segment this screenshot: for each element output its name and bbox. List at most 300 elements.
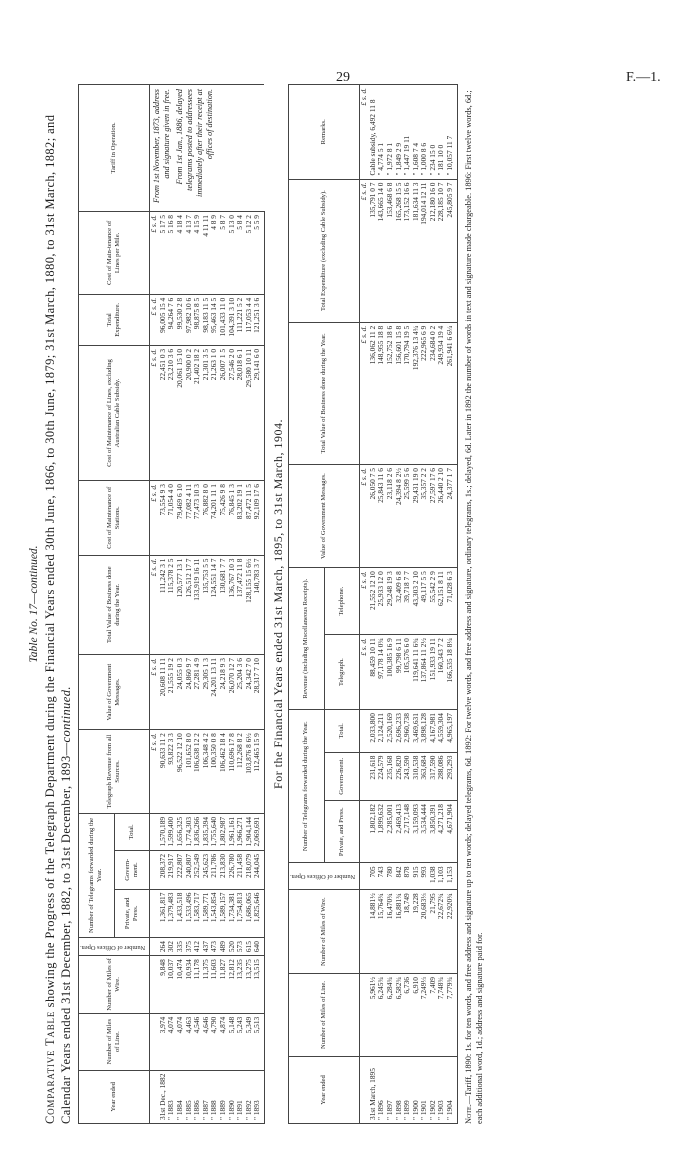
cell-line: 4,646 — [202, 1013, 211, 1070]
cell-line: 4,874 — [219, 1013, 228, 1070]
cell-stations: 92,109 17 6 — [253, 481, 264, 555]
cell-govt: 245,623 — [202, 850, 211, 889]
cell-total: 1,836,266 — [193, 813, 202, 850]
cell-line: 6,910 — [412, 974, 421, 1057]
cell-total: 1,755,640 — [210, 813, 219, 850]
cell-expenditure: 98,183 11 5 — [202, 294, 211, 345]
cell-total_value: 170,794 19 5 — [403, 322, 412, 464]
cell-offices: 412 — [193, 938, 202, 956]
cell-total_value: 124,551 14 7 — [210, 555, 219, 655]
cell-expenditure: 194,014 12 11 — [420, 179, 429, 322]
tariff-note: From 1st Jan., 1886, delayed telegrams posted to addressees immediately after their receipt at offices of destination. — [175, 89, 215, 197]
cell-private: 1,361,817 — [159, 889, 168, 937]
col-year-ended: Year ended — [79, 1070, 150, 1123]
cell-offices: 615 — [245, 938, 254, 956]
cell-revenue: 103,876 8 6½ — [245, 730, 254, 814]
cell-year: " 1887 — [202, 1070, 211, 1123]
table-row — [420, 85, 429, 1124]
cell-remarks: " 1,000 8 6 — [420, 85, 429, 180]
cell-year: " 1888 — [210, 1070, 219, 1123]
unit: £ s. d. — [360, 465, 369, 568]
cell-private: 1,589,157 — [219, 889, 228, 937]
cell-telegraph: 160,343 7 2 — [437, 635, 446, 710]
cell-total: 1,961,161 — [228, 813, 237, 850]
cell-remarks: " 1,972 8 1 — [386, 85, 395, 180]
cell-remarks: " 1,447 19 11 — [403, 85, 412, 180]
cell-per_mile: 5 16 8 — [167, 212, 176, 295]
cell-private: 1,583,717 — [193, 889, 202, 937]
unit: £ s. d. — [150, 655, 159, 730]
col-miles-wire: Number of Miles of Wire. — [288, 890, 359, 974]
cell-wire: 21,795 — [429, 890, 438, 974]
cell-telephone: 55,542 2 9 — [429, 568, 438, 635]
cell-expenditure: 99,530 2 8 — [176, 294, 185, 345]
cell-expenditure: 245,805 9 7 — [446, 179, 457, 322]
cell-offices: 705 — [369, 863, 378, 890]
cell-private: 1,754,813 — [236, 889, 245, 937]
cell-telephone: 21,552 12 10 — [369, 568, 378, 635]
cell-govt: 208,372 — [159, 850, 168, 889]
tariff-note: From 1st November, 1873, address and signature given in free. — [152, 89, 172, 204]
cell-private: 3,534,444 — [420, 801, 429, 863]
cell-per_mile: 5 8 4 — [236, 212, 245, 295]
cell-govt_msg: 24,218 9 3 — [219, 655, 228, 730]
cell-total_value: 156,601 15 8 — [395, 322, 404, 464]
cell-govt_msg: 26,440 2 10 — [437, 465, 446, 568]
cell-telegraph: 119,641 11 6¾ — [412, 635, 421, 710]
cell-offices: 1,103 — [437, 863, 446, 890]
cell-line: 3,974 — [159, 1013, 168, 1070]
cell-wire: 9,848 — [159, 956, 168, 1014]
cell-private: 1,686,065 — [245, 889, 254, 937]
cell-total_value: 130,681 7 7 — [219, 555, 228, 655]
cell-expenditure: 111,221 5 2 — [236, 294, 245, 345]
col-total-expenditure: Total Expenditure (excluding Cable Subsidy). — [288, 179, 359, 322]
cell-stations: 76,845 1 3 — [228, 481, 237, 555]
cell-remarks: " 181 10 0 — [437, 85, 446, 180]
cell-total: 1,570,189 — [159, 813, 168, 850]
col-revenue: Telegraph Revenue from all Sources. — [79, 730, 150, 814]
cell-telephone: 43,303 2 10 — [412, 568, 421, 635]
cell-total_value: 137,472 11 8 — [236, 555, 245, 655]
cell-telephone: 25,933 12 0 — [377, 568, 386, 635]
section-subtitle: For the Financial Years ended 31st March, 1895, to 31st March, 1904. — [270, 419, 285, 789]
cell-total: 1,904,144 — [245, 813, 254, 850]
cell-offices: 915 — [412, 863, 421, 890]
cell-offices: 302 — [167, 938, 176, 956]
col-government: Govern-ment. — [114, 850, 150, 889]
cell-offices: 1,038 — [429, 863, 438, 890]
cell-lines: 29,580 10 11 — [245, 345, 254, 480]
cell-year: " 1902 — [429, 1056, 438, 1123]
table-row — [395, 85, 404, 1124]
cell-govt_msg: 27,281 4 9 — [193, 655, 202, 730]
cell-stations: 87,472 11 5 — [245, 481, 254, 555]
sheet-identifier: F.—1. — [626, 70, 661, 85]
cell-wire: 22,672¾ — [437, 890, 446, 974]
cell-private: 1,533,496 — [185, 889, 194, 937]
cell-telegraph: 97,178 14 0¾ — [377, 635, 386, 710]
cell-total: 2,696,233 — [395, 710, 404, 752]
cell-total: 1,599,400 — [167, 813, 176, 850]
cell-revenue: 112,268 8 2 — [236, 730, 245, 814]
unit: £ s. d. — [360, 568, 369, 635]
cell-line: 4,463 — [185, 1013, 194, 1070]
cell-year: " 1892 — [245, 1070, 254, 1123]
cell-stations: 75,426 9 8 — [219, 481, 228, 555]
cell-year: " 1891 — [236, 1070, 245, 1123]
cell-lines: 21,402 18 2 — [193, 345, 202, 480]
cell-expenditure: 117,053 4 4 — [245, 294, 254, 345]
cell-expenditure: 97,982 10 6 — [185, 294, 194, 345]
cell-total_value: 152,752 18 6 — [386, 322, 395, 464]
cell-private: 1,899,632 — [377, 801, 386, 863]
cell-total_value: 261,941 6 6¼ — [446, 322, 457, 464]
cell-per_mile: 5 17 5 — [159, 212, 168, 295]
cell-total: 1,774,303 — [185, 813, 194, 850]
cell-telegraph: 151,933 19 11 — [429, 635, 438, 710]
cell-offices: 264 — [159, 938, 168, 956]
col-total-value: Total Value of Business done during the Year. — [288, 322, 359, 464]
cell-lines: 29,141 6 0 — [253, 345, 264, 480]
cell-per_mile: 5 13 0 — [228, 212, 237, 295]
unit: £ s. d. — [150, 555, 159, 655]
cell-wire: 10,474 — [176, 956, 185, 1014]
cell-private: 4,671,904 — [446, 801, 457, 863]
cell-total_value: 136,767 10 3 — [228, 555, 237, 655]
cell-line: 4,074 — [176, 1013, 185, 1070]
cell-year: 31st March, 1895 — [369, 1056, 378, 1123]
cell-expenditure: 212,180 16 0 — [429, 179, 438, 322]
footnote-text: —Tariff, 1890: 1s. for ten words, and free address and signature up to ten words; delayed telegrams, 6d. 1892: For twelve words, and free address and signature, ordinary telegrams, 1s.; delayed, 6d. Later in 1892 the number of words in text and signature made chargeable. 1896: First twelve words, 6d.; each additional word, 1d.; address and signature paid for. — [463, 90, 484, 1124]
cell-wire: 13,235 — [236, 956, 245, 1014]
cell-offices: 878 — [403, 863, 412, 890]
col-offices — [79, 938, 150, 956]
cell-revenue: 106,462 18 4 — [219, 730, 228, 814]
cell-govt_msg: 25,599 5 6 — [403, 465, 412, 568]
col-government: Govern-ment. — [324, 752, 360, 801]
tariff-cell — [150, 85, 265, 212]
cell-lines: 28,018 6 1 — [236, 345, 245, 480]
cell-per_mile: 4 13 7 — [185, 212, 194, 295]
cell-wire: 10,934 — [185, 956, 194, 1014]
cell-telephone: 49,117 5 5 — [420, 568, 429, 635]
cell-line: 4,546 — [193, 1013, 202, 1070]
cell-telephone: 71,028 6 3 — [446, 568, 457, 635]
footnote-lead: Note. — [463, 1104, 473, 1124]
cell-line: 6,245¾ — [377, 974, 386, 1057]
cell-wire: 10,037 — [167, 956, 176, 1014]
cell-total: 1,966,271 — [236, 813, 245, 850]
cell-govt_msg: 20,608 11 11 — [159, 655, 168, 730]
cell-total: 4,167,981 — [429, 710, 438, 752]
table-row — [446, 85, 457, 1124]
cell-revenue: 100,350 0 8 — [210, 730, 219, 814]
cell-expenditure: 104,391 3 10 — [228, 294, 237, 345]
col-group-telegrams: Number of Telegrams forwarded during the Year. — [79, 813, 115, 937]
col-offices-label: Number of Offices Open. — [289, 873, 356, 881]
col-maint-stations: Cost of Maintenance of Stations. — [79, 481, 150, 555]
cell-telephone: 39,718 7 7 — [403, 568, 412, 635]
cell-year: " 1889 — [219, 1070, 228, 1123]
cell-remarks: " 1,849 2 9 — [395, 85, 404, 180]
cell-private: 1,433,518 — [176, 889, 185, 937]
cell-govt: 317,590 — [429, 752, 438, 801]
cell-total_value: 120,577 13 1 — [176, 555, 185, 655]
cell-private: 3,850,391 — [429, 801, 438, 863]
cell-expenditure: 228,185 10 7 — [437, 179, 446, 322]
unit: £ s. d. — [360, 635, 369, 710]
cell-expenditure: 181,634 11 3 — [412, 179, 421, 322]
cell-total: 2,960,738 — [403, 710, 412, 752]
cell-line: 5,513 — [253, 1013, 264, 1070]
col-year-ended: Year ended — [288, 1056, 359, 1123]
col-total: Total. — [114, 813, 150, 850]
cell-offices: 520 — [228, 938, 237, 956]
cell-expenditure: 98,875 8 5 — [193, 294, 202, 345]
cell-govt: 211,786 — [210, 850, 219, 889]
cell-expenditure: 165,268 15 5 — [395, 179, 404, 322]
cell-govt: 244,045 — [253, 850, 264, 889]
cell-stations: 73,554 9 3 — [159, 481, 168, 555]
cell-stations: 83,202 19 1 — [236, 481, 245, 555]
cell-govt: 240,807 — [185, 850, 194, 889]
col-miles-line: Number of Miles of Line. — [79, 1013, 150, 1070]
unit: £ s. d. — [360, 85, 369, 180]
cell-line: 4,790 — [210, 1013, 219, 1070]
cell-expenditure: 135,791 0 7 — [369, 179, 378, 322]
cell-offices: 573 — [236, 938, 245, 956]
cell-wire: 11,827 — [219, 956, 228, 1014]
cell-year: " 1885 — [185, 1070, 194, 1123]
cell-govt_msg: 29,305 1 3 — [202, 655, 211, 730]
cell-year: " 1896 — [377, 1056, 386, 1123]
cell-total_value: 133,919 16 11 — [193, 555, 202, 655]
caption-text: showing the Progress of the Telegraph Department during the Financial Years ended 30th June, 1866, to 30th June, 1879; 31st March, 1880, to 31st March, 1882; and Calendar Years ended 31st December, 1882, to 31st December, 1893— — [43, 114, 73, 1124]
col-total: Total. — [324, 710, 360, 752]
cell-telegraph: 88,459 10 11 — [369, 635, 378, 710]
cell-wire: 16,881¾ — [395, 890, 404, 974]
cell-private: 1,734,381 — [228, 889, 237, 937]
cell-govt: 218,079 — [245, 850, 254, 889]
cell-year: " 1886 — [193, 1070, 202, 1123]
cell-remarks: " 234 15 0 — [429, 85, 438, 180]
cell-revenue: 110,696 17 8 — [228, 730, 237, 814]
table1-body — [150, 85, 265, 1124]
cell-total_value: 126,512 17 7 — [185, 555, 194, 655]
table-calendar-years — [78, 84, 265, 1124]
cell-per_mile: 4 15 9 — [193, 212, 202, 295]
cell-govt_msg: 23,118 2 6 — [386, 465, 395, 568]
cell-wire: 11,375 — [202, 956, 211, 1014]
cell-lines: 27,546 2 0 — [228, 345, 237, 480]
cell-offices: 375 — [185, 938, 194, 956]
cell-telegraph: 99,798 6 11 — [395, 635, 404, 710]
cell-year: " 1904 — [446, 1056, 457, 1123]
cell-offices: 993 — [420, 863, 429, 890]
cell-govt_msg: 24,342 7 0 — [245, 655, 254, 730]
cell-remarks: " 10,057 11 7 — [446, 85, 457, 180]
caption-lead: Comparative Table — [43, 1010, 57, 1124]
cell-telegraph: 105,576 6 0 — [403, 635, 412, 710]
cell-offices: 743 — [377, 863, 386, 890]
page-number: 29 — [336, 70, 350, 85]
cell-telegraph: 137,864 11 2½ — [420, 635, 429, 710]
rotated-table-page — [28, 84, 664, 1124]
cell-total_value: 136,062 11 2 — [369, 322, 378, 464]
cell-govt: 235,168 — [386, 752, 395, 801]
cell-expenditure: 95,463 14 5 — [210, 294, 219, 345]
cell-offices: 780 — [386, 863, 395, 890]
cell-total_value: 111,242 3 1 — [159, 555, 168, 655]
unit: £ s. d. — [150, 345, 159, 480]
cell-govt_msg: 28,317 7 10 — [253, 655, 264, 730]
cell-private: 1,589,771 — [202, 889, 211, 937]
cell-per_mile: 5 8 7 — [219, 212, 228, 295]
cell-per_mile: 5 5 9 — [253, 212, 264, 295]
cell-govt: 243,590 — [403, 752, 412, 801]
col-group-telegrams: Number of Telegrams forwarded during the Year. — [288, 710, 324, 863]
col-group-revenue: Revenue (including Miscellaneous Receipts). — [288, 568, 324, 710]
cell-line: 7,779¾ — [446, 974, 457, 1057]
table-title: Table No. 17—continued. — [28, 545, 40, 663]
cell-total_value: 140,783 3 7 — [253, 555, 264, 655]
cell-line: 5,243 — [236, 1013, 245, 1070]
cell-total_value: 222,965 6 9 — [420, 322, 429, 464]
cell-govt_msg: 27,597 17 6 — [429, 465, 438, 568]
cell-offices: 489 — [219, 938, 228, 956]
cell-govt: 226,780 — [228, 850, 237, 889]
cell-total: 1,802,987 — [219, 813, 228, 850]
cell-year: " 1884 — [176, 1070, 185, 1123]
table2-body — [360, 85, 458, 1124]
cell-private: 2,717,148 — [403, 801, 412, 863]
cell-private: 1,379,483 — [167, 889, 176, 937]
cell-revenue: 112,465 15 9 — [253, 730, 264, 814]
cell-telephone: 62,151 8 11 — [437, 568, 446, 635]
table-row — [437, 85, 446, 1124]
cell-total: 2,124,211 — [377, 710, 386, 752]
table-row — [412, 85, 421, 1124]
cell-year: " 1893 — [253, 1070, 264, 1123]
cell-private: 1,802,182 — [369, 801, 378, 863]
cell-govt_msg: 25,204 3 6 — [236, 655, 245, 730]
cell-line: 5,961½ — [369, 974, 378, 1057]
cell-offices: 640 — [253, 938, 264, 956]
cell-offices: 842 — [395, 863, 404, 890]
cell-total_value: 135,753 5 5 — [202, 555, 211, 655]
cell-govt: 231,618 — [369, 752, 378, 801]
col-total-value: Total Value of Business done during the Year. — [79, 555, 150, 655]
footnote — [463, 84, 485, 1124]
cell-stations: 71,054 4 0 — [167, 481, 176, 555]
cell-total_value: 115,378 2 5 — [167, 555, 176, 655]
cell-year: " 1897 — [386, 1056, 395, 1123]
table-row — [386, 85, 395, 1124]
cell-govt: 211,458 — [236, 850, 245, 889]
cell-line: 7,748¾ — [437, 974, 446, 1057]
cell-revenue: 101,652 8 0 — [185, 730, 194, 814]
table-financial-years — [288, 84, 458, 1124]
cell-govt: 224,579 — [377, 752, 386, 801]
cell-revenue: 106,638 12 2 — [193, 730, 202, 814]
cell-total: 4,559,304 — [437, 710, 446, 752]
cell-govt: 293,293 — [446, 752, 457, 801]
cell-revenue: 106,348 4 2 — [202, 730, 211, 814]
unit: £ s. d. — [360, 179, 369, 322]
cell-govt: 219,917 — [167, 850, 176, 889]
cell-offices: 473 — [210, 938, 219, 956]
cell-line: 6,736 — [403, 974, 412, 1057]
cell-total: 1,835,394 — [202, 813, 211, 850]
cell-total: 2,520,169 — [386, 710, 395, 752]
cell-telephone: 29,248 19 3 — [386, 568, 395, 635]
cell-govt_msg: 24,377 1 7 — [446, 465, 457, 568]
cell-stations: 77,473 10 3 — [193, 481, 202, 555]
cell-govt: 222,807 — [176, 850, 185, 889]
cell-year: " 1899 — [403, 1056, 412, 1123]
cell-lines: 22,451 0 3 — [159, 345, 168, 480]
cell-expenditure: 121,251 3 6 — [253, 294, 264, 345]
caption-tail: continued. — [59, 686, 73, 743]
cell-govt_msg: 24,394 8 2½ — [395, 465, 404, 568]
col-total-expenditure: Total Expenditure. — [79, 294, 150, 345]
cell-line: 7,409 — [429, 974, 438, 1057]
cell-line: 6,582¾ — [395, 974, 404, 1057]
cell-stations: 74,201 11 1 — [210, 481, 219, 555]
cell-private: 2,285,001 — [386, 801, 395, 863]
cell-total: 2,069,691 — [253, 813, 264, 850]
unit: £ s. d. — [150, 730, 159, 814]
cell-govt: 310,538 — [412, 752, 421, 801]
cell-govt_msg: 24,201 13 11 — [210, 655, 219, 730]
unit: £ s. d. — [150, 294, 159, 345]
cell-expenditure: 94,264 7 6 — [167, 294, 176, 345]
cell-remarks: Cable subsidy, 6,492 11 8 — [369, 85, 378, 180]
cell-private: 3,159,093 — [412, 801, 421, 863]
cell-govt_msg: 26,050 7 5 — [369, 465, 378, 568]
cell-wire: 15,764¾ — [377, 890, 386, 974]
cell-line: 6,284¾ — [386, 974, 395, 1057]
col-miles-line: Number of Miles of Line. — [288, 974, 359, 1057]
cell-total_value: 148,955 18 8 — [377, 322, 386, 464]
col-remarks: Remarks. — [288, 85, 359, 180]
cell-year: 31st Dec., 1882 — [159, 1070, 168, 1123]
cell-wire: 11,603 — [210, 956, 219, 1014]
col-offices — [288, 863, 359, 890]
table-row — [253, 85, 264, 1124]
cell-wire: 11,178 — [193, 956, 202, 1014]
cell-wire: 13,275 — [245, 956, 254, 1014]
cell-wire: 22,920¾ — [446, 890, 457, 974]
cell-telegraph: 100,385 16 9 — [386, 635, 395, 710]
cell-revenue: 96,522 12 10 — [176, 730, 185, 814]
cell-per_mile: 4 18 4 — [176, 212, 185, 295]
cell-lines: 21,301 3 5 — [202, 345, 211, 480]
col-offices-label: Number of Offices Open. — [80, 943, 146, 951]
cell-total_value: 192,376 13 4¾ — [412, 322, 421, 464]
cell-line: 4,074 — [167, 1013, 176, 1070]
cell-lines: 21,263 1 0 — [210, 345, 219, 480]
col-miles-wire: Number of Miles of Wire. — [79, 956, 150, 1014]
table-caption — [42, 84, 74, 1124]
cell-line: 7,249⅓ — [420, 974, 429, 1057]
cell-wire: 14,881½ — [369, 890, 378, 974]
cell-per_mile: 5 12 2 — [245, 212, 254, 295]
cell-remarks: " 4,774 5 1 — [377, 85, 386, 180]
cell-wire: 12,812 — [228, 956, 237, 1014]
cell-wire: 13,515 — [253, 956, 264, 1014]
